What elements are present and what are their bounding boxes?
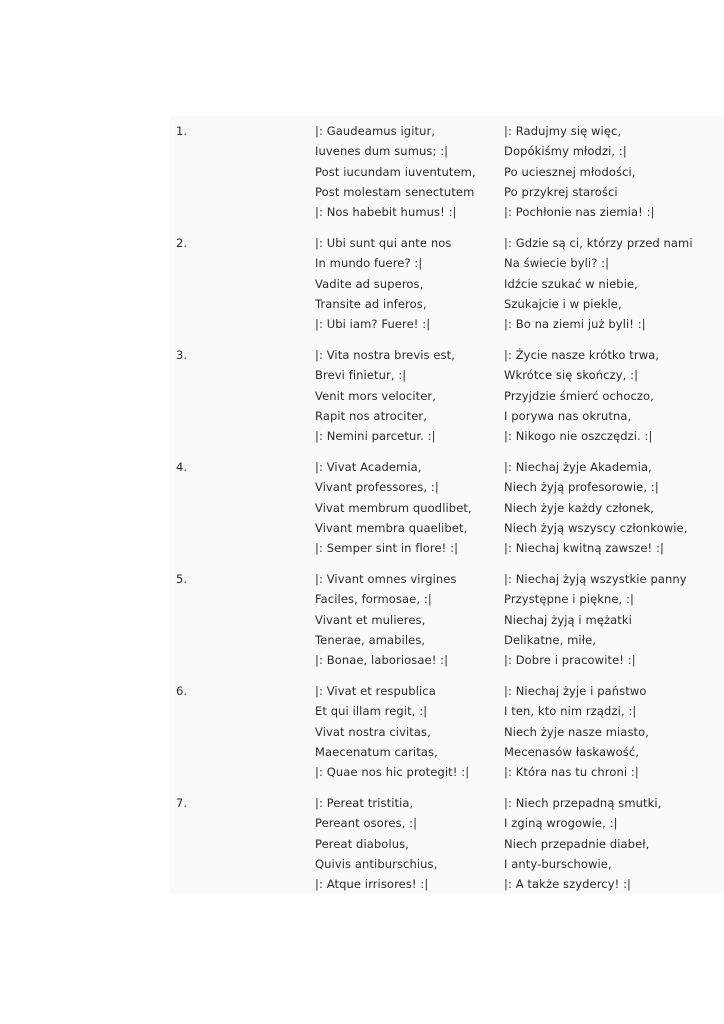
polish-verse (504, 121, 655, 222)
stanza-1 (0, 118, 724, 222)
polish-line: |: Życie nasze krótko trwa, (504, 348, 660, 362)
latin-verse (315, 345, 455, 446)
latin-line: Pereant osores, :| (315, 816, 418, 831)
polish-line: I ten, kto nim rządzi, :| (504, 704, 637, 719)
polish-line: |: Niechaj żyje Akademia, (504, 460, 652, 474)
polish-line: Delikatne, miłe, (504, 632, 597, 647)
polish-line: Niech żyje każdy członek, (504, 500, 655, 515)
stanza-number: 5. (176, 572, 188, 586)
stanza-3 (0, 342, 724, 446)
polish-line: |: Gdzie są ci, którzy przed nami (504, 236, 693, 250)
latin-verse (315, 681, 469, 782)
latin-line: Rapit nos atrociter, (315, 408, 427, 423)
polish-verse (504, 345, 659, 446)
polish-line: |: Bo na ziemi już byli! :| (504, 317, 646, 332)
latin-line: |: Gaudeamus igitur, (315, 124, 436, 138)
polish-line: |: Niechaj żyją wszystkie panny (504, 572, 687, 586)
polish-line: |: Która nas tu chroni :| (504, 765, 639, 780)
latin-line: |: Nos habebit humus! :| (315, 205, 457, 220)
stanza-number: 1. (176, 124, 188, 138)
stanza-6 (0, 678, 724, 782)
latin-line: Post molestam senectutem (315, 184, 475, 199)
stanza-2 (0, 230, 724, 334)
latin-line: Iuvenes dum sumus; :| (315, 144, 449, 159)
polish-verse (504, 457, 687, 558)
latin-line: Faciles, formosae, :| (315, 592, 432, 607)
polish-verse (504, 793, 661, 894)
latin-line: |: Pereat tristitia, (315, 796, 414, 810)
polish-line: Przystępne i piękne, :| (504, 592, 635, 607)
latin-line: Quivis antiburschius, (315, 856, 438, 871)
latin-verse (315, 121, 476, 222)
latin-line: |: Ubi iam? Fuere! :| (315, 317, 431, 332)
stanza-5 (0, 566, 724, 670)
polish-verse (504, 569, 687, 670)
polish-line: |: Niechaj żyje i państwo (504, 684, 647, 698)
polish-line: Niech żyją wszyscy członkowie, (504, 520, 688, 535)
stanza-7 (0, 790, 724, 894)
latin-verse (315, 569, 457, 670)
latin-line: |: Vivant omnes virgines (315, 572, 457, 586)
stanza-number: 7. (176, 796, 188, 810)
latin-verse (315, 233, 451, 334)
polish-line: Mecenasów łaskawość, (504, 744, 640, 759)
stanza-number: 3. (176, 348, 188, 362)
polish-line: |: Nikogo nie oszczędzi. :| (504, 429, 653, 444)
polish-line: Niech żyje nasze miasto, (504, 724, 650, 739)
polish-line: |: Dobre i pracowite! :| (504, 653, 636, 668)
latin-line: |: Quae nos hic protegit! :| (315, 765, 470, 780)
polish-line: I zginą wrogowie, :| (504, 816, 618, 831)
latin-line: |: Vivat Academia, (315, 460, 422, 474)
stanza-number: 2. (176, 236, 188, 250)
polish-line: Idźcie szukać w niebie, (504, 276, 638, 291)
polish-line: I porywa nas okrutna, (504, 408, 632, 423)
latin-line: |: Atque irrisores! :| (315, 877, 429, 892)
latin-line: |: Bonae, laboriosae! :| (315, 653, 449, 668)
stanza-4 (0, 454, 724, 558)
latin-line: Vivant membra quaelibet, (315, 520, 468, 535)
polish-line: Niechaj żyją i mężatki (504, 612, 632, 627)
latin-line: |: Ubi sunt qui ante nos (315, 236, 452, 250)
latin-line: |: Semper sint in flore! :| (315, 541, 459, 556)
polish-line: Szukajcie i w piekle, (504, 296, 622, 311)
polish-line: Na świecie byli? :| (504, 256, 610, 271)
latin-line: Post iucundam iuventutem, (315, 164, 476, 179)
polish-line: I anty-burschowie, (504, 856, 612, 871)
polish-line: Niech żyją profesorowie, :| (504, 480, 659, 495)
polish-line: |: A także szydercy! :| (504, 877, 632, 892)
polish-line: Przyjdzie śmierć ochoczo, (504, 388, 654, 403)
latin-line: Vivat membrum quodlibet, (315, 500, 472, 515)
latin-line: |: Vita nostra brevis est, (315, 348, 456, 362)
latin-line: Brevi finietur, :| (315, 368, 407, 383)
latin-line: Vadite ad superos, (315, 276, 424, 291)
polish-line: Wkrótce się skończy, :| (504, 368, 639, 383)
latin-line: Vivant professores, :| (315, 480, 439, 495)
polish-line: |: Niechaj kwitną zawsze! :| (504, 541, 664, 556)
latin-line: Maecenatum caritas, (315, 744, 438, 759)
polish-line: |: Radujmy się więc, (504, 124, 622, 138)
polish-line: |: Niech przepadną smutki, (504, 796, 662, 810)
polish-verse (504, 681, 649, 782)
latin-verse (315, 457, 472, 558)
latin-line: Transite ad inferos, (315, 296, 427, 311)
latin-line: Vivant et mulieres, (315, 612, 426, 627)
stanza-number: 6. (176, 684, 188, 698)
latin-line: |: Vivat et respublica (315, 684, 436, 698)
latin-line: Venit mors velociter, (315, 388, 437, 403)
latin-line: Tenerae, amabiles, (315, 632, 426, 647)
stanza-number: 4. (176, 460, 188, 474)
polish-verse (504, 233, 693, 334)
latin-verse (315, 793, 437, 894)
polish-line: |: Pochłonie nas ziemia! :| (504, 205, 655, 220)
polish-line: Po uciesznej młodości, (504, 164, 636, 179)
latin-line: Et qui illam regit, :| (315, 704, 428, 719)
latin-line: |: Nemini parcetur. :| (315, 429, 436, 444)
latin-line: Vivat nostra civitas, (315, 724, 431, 739)
polish-line: Dopókiśmy młodzi, :| (504, 144, 627, 159)
latin-line: Pereat diabolus, (315, 836, 409, 851)
latin-line: In mundo fuere? :| (315, 256, 423, 271)
polish-line: Po przykrej starości (504, 184, 618, 199)
polish-line: Niech przepadnie diabeł, (504, 836, 650, 851)
